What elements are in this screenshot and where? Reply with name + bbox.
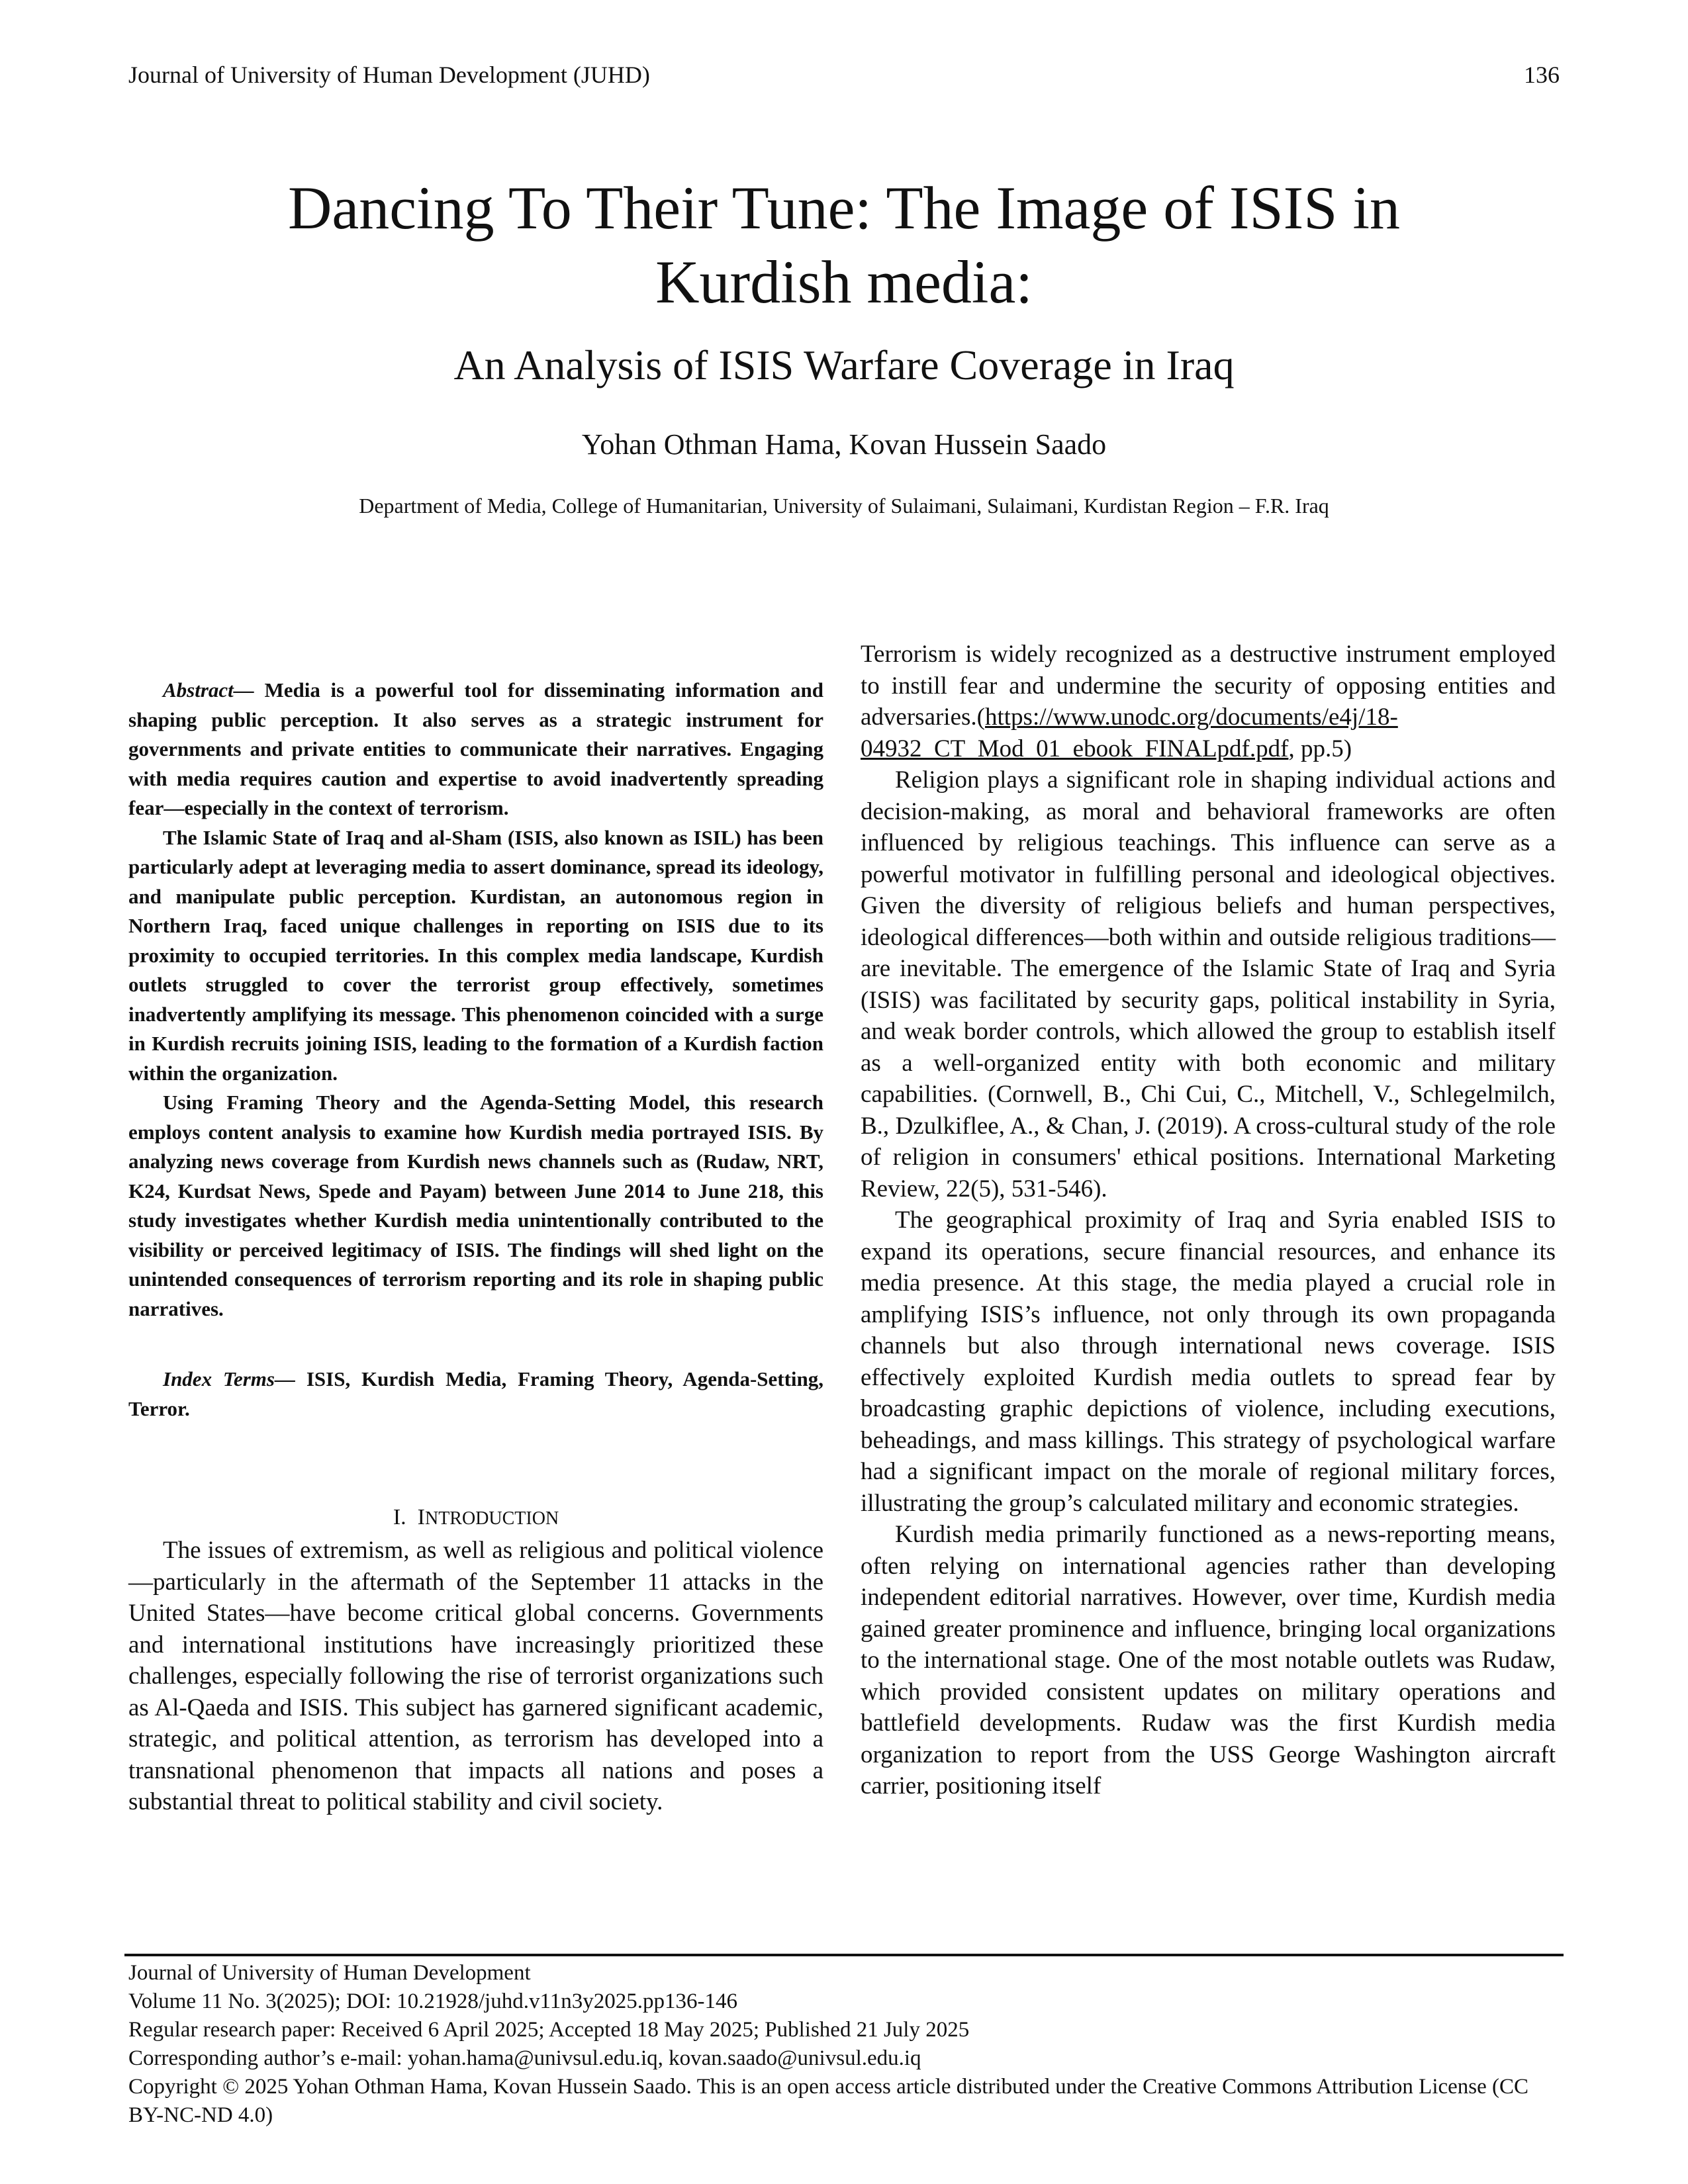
- footer-copyright: Copyright © 2025 Yohan Othman Hama, Kovan Hussein Saado. This is an open access article distributed under the Creative Commons Attribution License (CC BY-NC-ND 4.0): [128, 2075, 1529, 2127]
- index-terms-label: Index Terms—: [163, 1367, 295, 1390]
- abstract-paragraph-3: Using Framing Theory and the Agenda-Setting Model, this research employs content analysis to examine how Kurdish media portrayed ISIS. By analyzing news coverage from Kurdish news channels such as (Rudaw, NRT, K24, Kurdsat News, Spede and Payam) between June 2014 to June 218, this study investigates whether Kurdish media unintentionally contributed to the visibility or perceived legitimacy of ISIS. The findings will shed light on the unintended consequences of terrorism reporting and its role in shaping public narratives.: [128, 1091, 823, 1320]
- paragraph-tail: , pp.5): [1288, 735, 1352, 762]
- footer-journal: Journal of University of Human Development: [128, 1961, 531, 1985]
- section-heading-introduction: [128, 1502, 823, 1535]
- right-paragraph-2: The geographical proximity of Iraq and Syria enabled ISIS to expand its operations, secure financial resources, and enhance its media presence. At this stage, the media played a crucial role in amplifying ISIS’s influence, not only through its own propaganda channels but also through international news coverage. ISIS effectively exploited Kurdish media outlets to spread fear by broadcasting graphic depictions of violence, including executions, beheadings, and mass killings. This strategy of psychological warfare had a significant impact on the morale of regional military forces, illustrating the group’s calculated military and economic strategies.: [861, 1206, 1556, 1517]
- index-terms-text: ISIS, Kurdish Media, Framing Theory, Agenda-Setting, Terror.: [128, 1367, 824, 1420]
- intro-paragraph-1: The issues of extremism, as well as religious and political violence—particularly in the aftermath of the September 11 attacks in the United States—have become critical global concerns. Governments and international institutions have increasingly prioritized these challenges, especially following the rise of terrorist organizations such as Al-Qaeda and ISIS. This subject has garnered significant academic, strategic, and political attention, as terrorism has developed into a transnational phenomenon that impacts all nations and poses a substantial threat to political stability and civil society.: [128, 1537, 823, 1815]
- affiliation: Department of Media, College of Humanitarian, University of Sulaimani, Sulaimani, Kurdistan Region – F.R. Iraq: [359, 494, 1329, 518]
- index-terms: [128, 1365, 823, 1424]
- abstract-label: Abstract—: [163, 678, 254, 702]
- footer-divider: [124, 1954, 1564, 1956]
- paper-subtitle: An Analysis of ISIS Warfare Coverage in Iraq: [453, 341, 1235, 388]
- right-paragraph-0: [861, 639, 1556, 764]
- paragraph-text: Terrorism is widely recognized as a destructive instrument employed to instill fear and undermine the security of opposing entities and adversaries.(: [861, 641, 1556, 731]
- abstract-text-1: Media is a powerful tool for disseminating information and shaping public perception. It also serves as a strategic instrument for governments and private entities to communicate their narratives. Engaging with media requires caution and expertise to avoid inadvertently spreading fear—especially in the context of terrorism.: [128, 678, 823, 819]
- footer-email: Corresponding author’s e-mail: yohan.hama@univsul.edu.iq, kovan.saado@univsul.edu.iq: [128, 2046, 921, 2070]
- footer-dates: Regular research paper: Received 6 April 2025; Accepted 18 May 2025; Published 21 July 2025: [128, 2018, 970, 2042]
- section-numeral: I.: [393, 1505, 406, 1529]
- unodc-link[interactable]: https://www.unodc.org/documents/e4j/18-04932_CT_Mod_01_ebook_FINALpdf.pdf: [861, 704, 1398, 762]
- left-column: [128, 639, 823, 1818]
- right-paragraph-1: Religion plays a significant role in shaping individual actions and decision-making, as moral and behavioral frameworks are often influenced by religious teachings. This influence can serve as a powerful motivator in fulfilling personal and ideological objectives. Given the diversity of religious beliefs and human perspectives, ideological differences—both within and outside religious traditions—are inevitable. The emergence of the Islamic State of Iraq and Syria (ISIS) was facilitated by security gaps, political instability in Syria, and weak border controls, which allowed the group to establish itself as a well-organized entity with both economic and military capabilities. (Cornwell, B., Chi Cui, C., Mitchell, V., Schlegelmilch, B., Dzulkiflee, A., & Chan, J. (2019). A cross-cultural study of the role of religion in consumers' ethical positions. International Marketing Review, 22(5), 531-546).: [861, 766, 1556, 1203]
- paper-title-line-2: Kurdish media:: [655, 248, 1033, 316]
- running-header: [128, 58, 1560, 91]
- page-number: 136: [1524, 62, 1560, 88]
- title-block: [128, 171, 1560, 520]
- journal-name: Journal of University of Human Development (JUHD): [128, 62, 650, 88]
- footer: [128, 1959, 1560, 2130]
- right-column: [861, 639, 1556, 1802]
- section-heading-rest: NTRODUCTION: [424, 1508, 559, 1529]
- paper-title-line-1: Dancing To Their Tune: The Image of ISIS in: [287, 174, 1401, 242]
- section-heading-initial: I: [417, 1505, 425, 1529]
- abstract-paragraph-1: [128, 676, 823, 823]
- abstract: [128, 676, 823, 1324]
- abstract-paragraph-2: The Islamic State of Iraq and al-Sham (ISIS, also known as ISIL) has been particularly adept at leveraging media to assert dominance, spread its ideology, and manipulate public perception. Kurdistan, an autonomous region in Northern Iraq, faced unique challenges in reporting on ISIS due to its proximity to occupied territories. In this complex media landscape, Kurdish outlets struggled to cover the terrorist group effectively, sometimes inadvertently amplifying its message. This phenomenon coincided with a surge in Kurdish recruits joining ISIS, leading to the formation of a Kurdish faction within the organization.: [128, 825, 823, 1085]
- author-list: Yohan Othman Hama, Kovan Hussein Saado: [581, 428, 1107, 461]
- footer-volume-doi: Volume 11 No. 3(2025); DOI: 10.21928/juhd.v11n3y2025.pp136-146: [128, 1989, 737, 2013]
- right-paragraph-3: Kurdish media primarily functioned as a news-reporting means, often relying on international agencies rather than developing independent editorial narratives. However, over time, Kurdish media gained greater prominence and influence, bringing local organizations to the international stage. One of the most notable outlets was Rudaw, which provided consistent updates on military operations and battlefield developments. Rudaw was the first Kurdish media organization to report from the USS George Washington aircraft carrier, positioning itself: [861, 1521, 1556, 1799]
